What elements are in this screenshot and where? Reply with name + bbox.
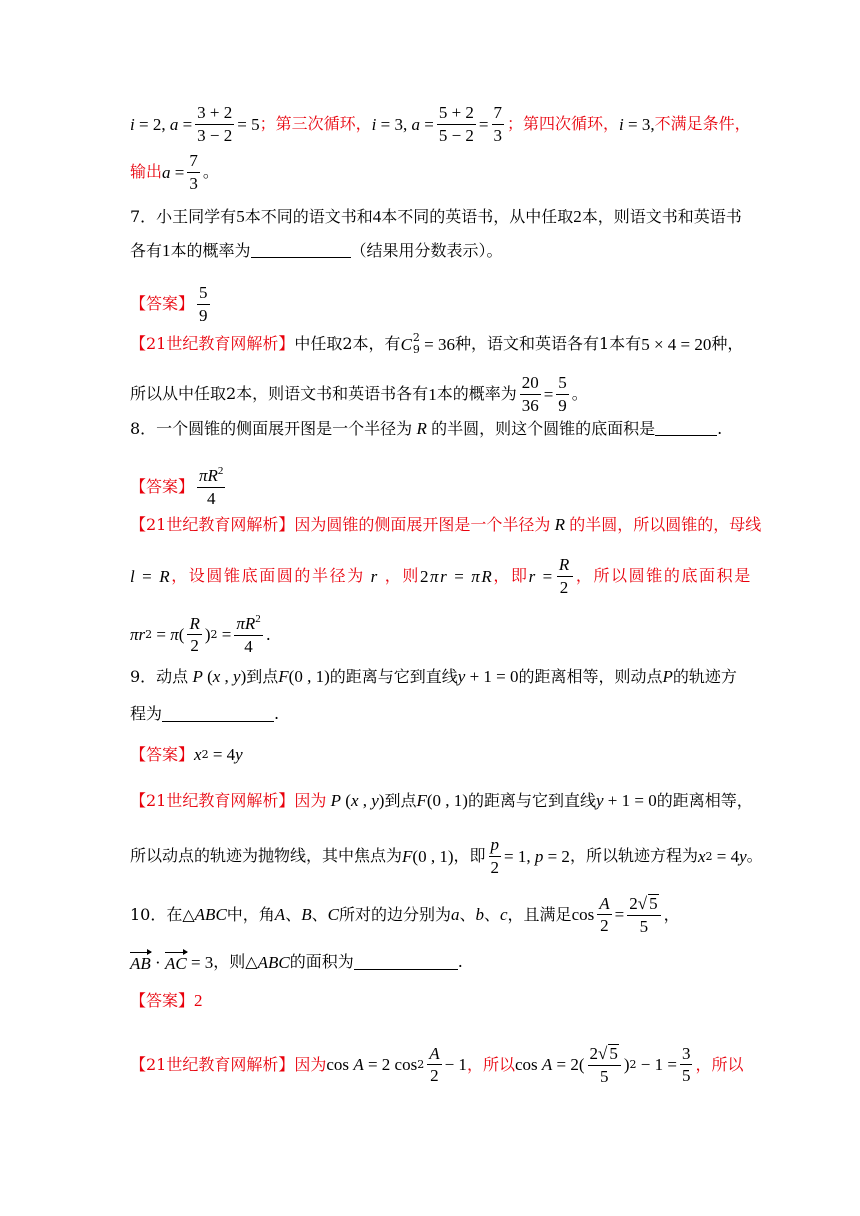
third-loop-text: 第三次循环， (275, 114, 372, 134)
question-8-analysis-3: πr 2 = π ( $\frac{R}{2}$ ) 2 = $\frac{\pi R^2}{4}$ . (130, 613, 271, 656)
question-7-analysis-1: 【21世纪教育网解析】 中任取2本，有 C 2 9 = 36 种，语文和英语各有1本有 5 × 4 = 20 种， (130, 331, 744, 357)
question-9-analysis-2: 所以动点的轨迹为抛物线，其中焦点为 F (0 , 1) ，即 $\frac{p}{2}$ = 1, p = 2 ，所以轨迹方程为 x 2 = 4 y 。 (130, 835, 763, 877)
question-7-line-2: 各有 1 本的概率为 （结果用分数表示）。 (130, 240, 503, 260)
question-10-answer (130, 992, 203, 1009)
answer-label: 【答案】 (130, 744, 195, 764)
question-8-line-1: 8．一个圆锥的侧面展开图是一个半径为 R 的半圆，则这个圆锥的底面积是 . (130, 418, 723, 438)
analysis-label: 【21世纪教育网解析】 (130, 334, 295, 354)
answer-label: 【答案】 (130, 476, 195, 496)
fourth-loop-text: 第四次循环， (523, 114, 620, 134)
analysis-label: 【21世纪教育网解析】 (130, 514, 295, 534)
answer-value: 2 (194, 991, 203, 1010)
semicolon: ； (259, 114, 276, 134)
question-9-analysis-1: 【21世纪教育网解析】 因为 P ( x , y ) 到点 F (0 , 1) 的距离与它到直线 y + 1 = 0 的距离相等， (130, 790, 753, 810)
condition-text: 不满足条件， (654, 114, 751, 134)
answer-blank (354, 955, 458, 970)
answer-label: 【答案】 (130, 990, 195, 1010)
question-8-analysis-2: l = R ，设圆锥底面圆的半径为 r ，则 2 πr = πR ，即 r = $\frac{R}{2}$ ，所以圆锥的底面积是 (130, 555, 752, 597)
answer-blank (655, 421, 717, 436)
answer-blank (162, 707, 274, 722)
prev-solution-line-1: i = 2, a = $\frac{3 + 2}{3 - 2}$ = 5 ； 第三次循环， i = 3, a = $\frac{5 + 2}{5 - 2}$ = $\frac{7}{3}$ ； 第四次循环， i = 3, 不满足条件， (130, 103, 751, 145)
question-10-line-1: 10．在△ ABC 中，角 A 、 B 、 C 所对的边分别为 a 、 b 、 c ，且满足 cos $\frac{A}{2}$ = $\frac{2√ 5}{5}$ ， (130, 893, 680, 936)
question-7-line-1: 7．小王同学有 5 本不同的语文书和 4 本不同的英语书，从中任取 2 本，则语文书和英语书 (130, 206, 742, 226)
question-10-analysis-1: 【21世纪教育网解析】 因为 cos A = 2 cos 2 $\frac{A}{2}$ − 1 ，所以 cos A = 2( $\frac{2√ 5}{5}$ ) 2 − 1 = $\frac{3}{5}$ ，所以 (130, 1043, 744, 1086)
output-text: 输出 (130, 162, 163, 182)
question-10-line-2: AB · AC = 3 ，则△ ABC 的面积为 . (130, 952, 463, 973)
question-9-answer: 【答案】 x 2 = 4 y (130, 744, 243, 764)
question-7-analysis-2: 所以从中任取2本，则语文书和英语书各有 1 本的概率为 $\frac{20}{36}$ = $\frac{5}{9}$ 。 (130, 373, 588, 415)
question-8-answer: 【答案】 $\frac{\pi R^2}{4}$ (130, 465, 224, 508)
question-8-analysis-1: 【21世纪教育网解析】 因为圆锥的侧面展开图是一个半径为 R 的半圆，所以圆锥的，母线 (130, 514, 762, 534)
prev-solution-line-2: 输出 a = $\frac{7}{3}$ 。 (130, 151, 219, 193)
answer-label: 【答案】 (130, 294, 195, 314)
question-9-line-2: 程为 . (130, 704, 280, 723)
answer-blank (251, 243, 351, 258)
analysis-label: 【21世纪教育网解析】 (130, 790, 295, 810)
analysis-label: 【21世纪教育网解析】 (130, 1054, 295, 1074)
question-9-line-1: 9．动点 P ( x , y ) 到点 F (0 , 1) 的距离与它到直线 y + 1 = 0 的距离相等，则动点 P 的轨迹方 (130, 666, 737, 686)
question-7-answer: 【答案】 $\frac{5}{9}$ (130, 283, 208, 325)
